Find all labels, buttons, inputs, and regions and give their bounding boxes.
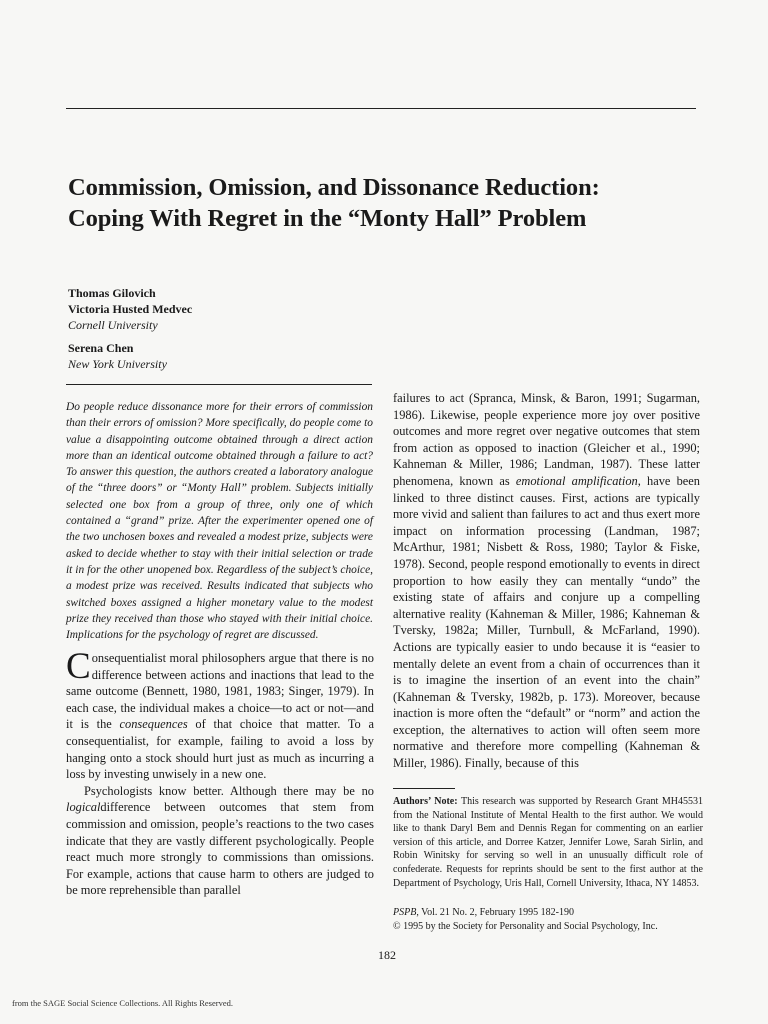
copyright: © 1995 by the Society for Personality and Social Psychology, Inc. <box>393 920 658 932</box>
body-paragraph: Consequentialist moral philosophers argue that there is no difference between actions and inactions that lead to the same outcome (Bennett, 1980, 1981, 1983; Singer, 1979). In each case, the individual makes a choice—to act or not—and it is the consequences of that choice that matter. To a consequentialist, for example, failing to avoid a loss by hanging onto a stock should hurt just as much as incurring a loss by investing unwisely in a new one. <box>66 646 374 782</box>
author-block <box>68 285 388 372</box>
affiliation: New York University <box>68 357 167 371</box>
footer-note: from the SAGE Social Science Collections. All Rights Reserved. <box>12 998 233 1008</box>
body-paragraph: Psychologists know better. Although there may be no logicaldifference between outcomes that stem from commission and omission, people’s reactions to the two cases indicate that they are vastly different psychologically. People react much more strongly to commissions than omissions. For example, actions that cause harm to others are judged to be more reprehensible than parallel <box>66 783 374 898</box>
affiliation: Cornell University <box>68 318 158 332</box>
journal-abbrev: PSPB <box>393 907 417 918</box>
top-rule <box>66 108 696 109</box>
author-name: Serena Chen <box>68 341 134 355</box>
authors-note: Authors’ Note: This research was supported by Research Grant MH45531 from the National Institute of Mental Health to the first author. We would like to thank Daryl Bem and Dennis Regan for commenting on an earlier version of this article, and Dorree Katzer, Jennifer Lowe, Sarah Sirlin, and Robin Winitsky for serving so well in an unusually difficult role of confederate. Requests for reprints should be sent to the first author at the Department of Psychology, Uris Hall, Cornell University, Ithaca, NY 14853. <box>393 796 703 889</box>
drop-cap: C <box>66 646 91 687</box>
abstract-rule <box>66 384 372 385</box>
body-right-column: failures to act (Spranca, Minsk, & Baron, 1991; Sugarman, 1986). Likewise, people experience more joy over positive outcomes and more regret over negative outcomes that stem from action as opposed to inaction (Gleicher et al., 1990; Kahneman & Miller, 1986; Landman, 1987). These latter phenomena, known as emotional amplification, have been linked to three distinct causes. First, actions are typically more vivid and salient than failures to act and thus exert more impact on information processing (Landman, 1987; McArthur, 1981; Nisbett & Ross, 1980; Taylor & Fiske, 1978). Second, people respond emotionally to events in direct proportion to how easily they can mentally “undo” the existing state of affairs and conjure up a compelling alternative reality (Kahneman & Miller, 1986; Kahneman & Tversky, 1982a; Miller, Turnbull, & McFarland, 1990). Actions are typically easier to undo because it is “easier to mentally delete an event from a chain of occurrences than it is to imagine the insertion of an event into the chain” (Kahneman & Tversky, 1982b, p. 173). Moreover, because inaction is more often the “default” or “norm” and action the exception, the alternatives to action will often seem more normative and therefore more compelling (Kahneman & Miller, 1986). Finally, because of this <box>393 391 700 771</box>
abstract: Do people reduce dissonance more for their errors of commission than their errors of omission? More specifically, do people come to value a disappointing outcome obtained through a direct action more than an identical outcome obtained through a failure to act? To answer this question, the authors created a laboratory analogue of the “three doors” or “Monty Hall” problem. Subjects initially selected one box from a group of three, only one of which contained a “grand” prize. After the experimenter opened one of the two unchosen boxes and revealed a modest prize, subjects were asked to decide whether to stay with their initial selection or trade it in for the other unopened box. Regardless of the subject’s choice, a modest prize was received. Results indicated that subjects who switched boxes assigned a higher monetary value to the modest prize they received than those who stayed with their initial choice. Implications for the psychology of regret are discussed. <box>66 401 373 642</box>
page-number: 182 <box>378 948 396 962</box>
note-heading: Authors’ Note: <box>393 796 458 807</box>
title-line-1: Commission, Omission, and Dissonance Reduction: <box>68 174 600 201</box>
title-line-2: Coping With Regret in the “Monty Hall” Problem <box>68 205 587 232</box>
note-rule <box>393 788 455 789</box>
body-left-column <box>66 646 374 899</box>
article-title <box>68 172 708 234</box>
author-name: Victoria Husted Medvec <box>68 302 193 316</box>
citation: PSPB, Vol. 21 No. 2, February 1995 182-190 © 1995 by the Society for Personality and Social Psychology, Inc. <box>393 906 703 933</box>
author-name: Thomas Gilovich <box>68 286 156 300</box>
